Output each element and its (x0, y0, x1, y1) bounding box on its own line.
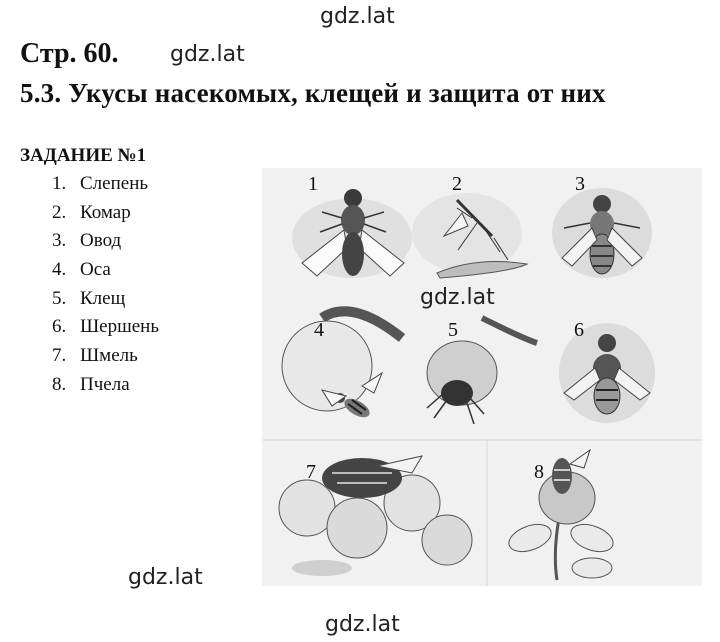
figure-number: 6 (574, 319, 584, 341)
answer-item (52, 227, 159, 256)
task-title: ЗАДАНИЕ №1 (20, 145, 147, 166)
answer-text: Комар (80, 201, 131, 223)
botfly-picture (552, 188, 652, 278)
figure-number: 4 (314, 319, 324, 341)
figure-number: 1 (308, 173, 318, 195)
horsefly-picture (292, 189, 412, 278)
answer-text: Слепень (80, 173, 149, 194)
answer-text: Клещ (80, 287, 126, 309)
answer-number: 6. (52, 316, 67, 338)
watermark: gdz.lat (170, 42, 245, 67)
answer-number: 8. (52, 373, 67, 395)
answer-item (52, 371, 159, 400)
answer-item (52, 285, 159, 314)
answer-item (52, 199, 159, 228)
answer-number: 1. (52, 173, 67, 194)
answer-number: 7. (52, 345, 67, 367)
figure-number: 5 (448, 319, 458, 341)
answer-text: Оса (80, 259, 111, 281)
watermark: gdz.lat (325, 612, 400, 637)
insects-illustration (262, 168, 702, 586)
bee-picture (505, 450, 617, 580)
answer-item (52, 342, 159, 371)
figure-number: 8 (534, 461, 544, 483)
mosquito-picture (412, 193, 527, 278)
watermark: gdz.lat (128, 565, 203, 590)
figure-number: 2 (452, 173, 462, 195)
figure-number: 7 (306, 461, 316, 483)
page-reference: Стр. 60. (20, 38, 119, 69)
tick-picture (427, 318, 537, 424)
answer-number: 3. (52, 230, 67, 252)
answer-number: 2. (52, 201, 67, 223)
answer-list (52, 170, 159, 400)
watermark: gdz.lat (320, 4, 395, 29)
answer-item (52, 256, 159, 285)
answer-text: Овод (80, 230, 122, 252)
insects-illustration-svg (262, 168, 702, 586)
figure-number: 3 (575, 173, 585, 195)
section-title: 5.3. Укусы насекомых, клещей и защита от них (20, 78, 606, 108)
answer-text: Шершень (80, 316, 159, 338)
wasp-picture (282, 311, 402, 421)
answer-item (52, 170, 159, 199)
answer-number: 4. (52, 259, 67, 281)
answer-number: 5. (52, 287, 67, 309)
answer-text: Шмель (80, 345, 138, 367)
answer-item (52, 313, 159, 342)
watermark: gdz.lat (420, 285, 495, 310)
answer-text: Пчела (80, 373, 130, 395)
